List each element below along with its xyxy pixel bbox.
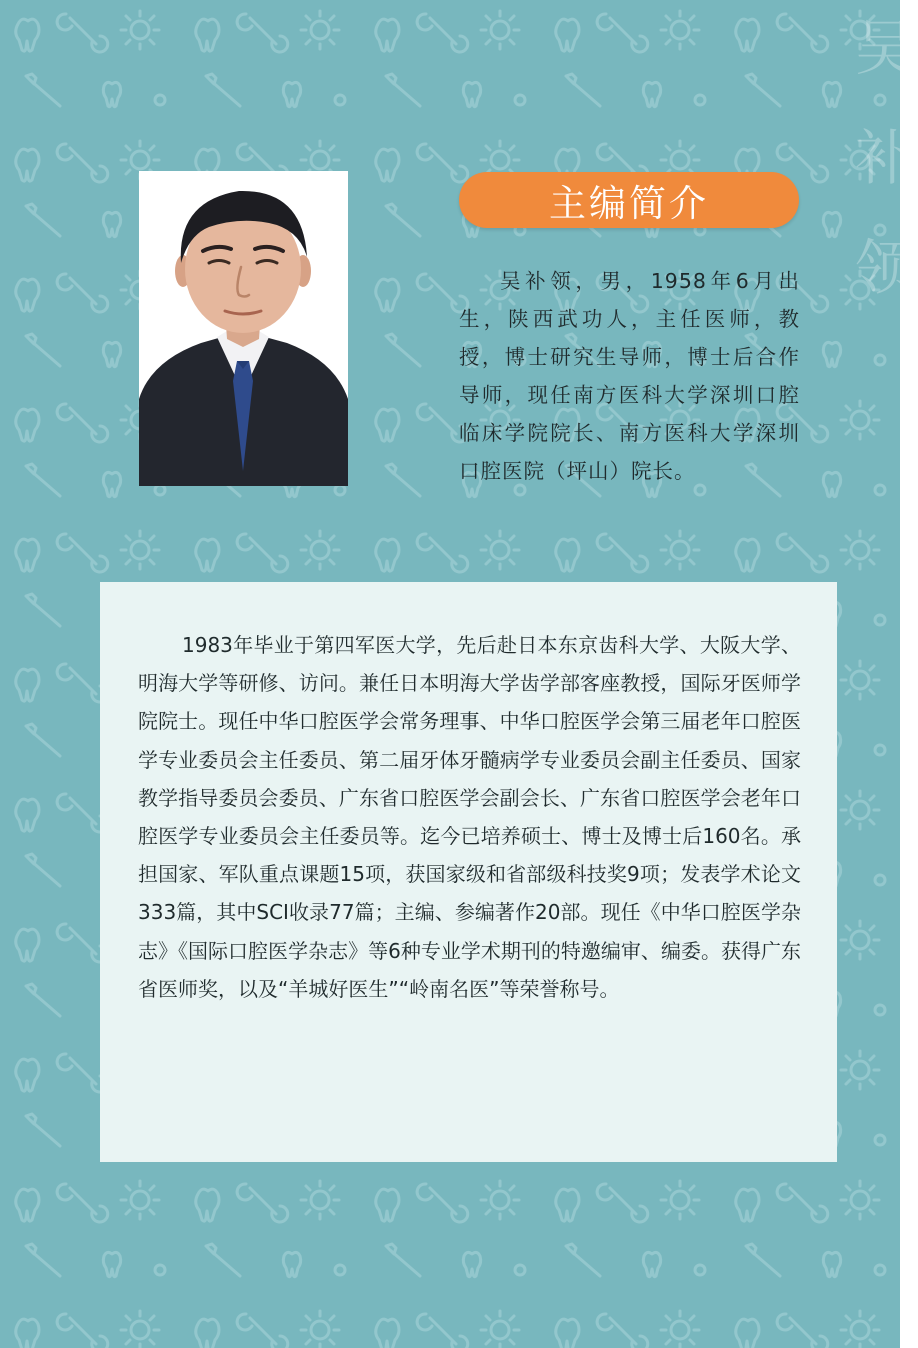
intro-paragraph: 吴补领，男，1958年6月出生，陕西武功人，主任医师，教授，博士研究生导师，博士后合作导师，现任南方医科大学深圳口腔临床学院院长、南方医科大学深圳口腔医院（坪山）院长。 <box>459 269 800 483</box>
section-title: 主编简介 <box>549 182 709 225</box>
side-title-char: 吴 <box>855 14 915 84</box>
section-title-pill <box>459 172 799 228</box>
side-title-char: 补 <box>855 124 915 194</box>
side-title-watermark <box>852 0 918 334</box>
bio-paragraph: 1983年毕业于第四军医大学，先后赴日本东京齿科大学、大阪大学、明海大学等研修、访问。兼任日本明海大学齿学部客座教授，国际牙医师学院院士。现任中华口腔医学会常务理事、中华口腔医学会第三届老年口腔医学专业委员会主任委员、第二届牙体牙髓病学专业委员会副主任委员、国家教学指导委员会委员、广东省口腔医学会副会长、广东省口腔医学会老年口腔医学专业委员会主任委员等。迄今已培养硕士、博士及博士后160名。承担国家、军队重点课题15项，获国家级和省部级科技奖9项；发表学术论文333篇，其中SCI收录77篇；主编、参编著作20部。现任《中华口腔医学杂志》《国际口腔医学杂志》等6种专业学术期刊的特邀编审、编委。获得广东省医师奖，以及“羊城好医生”“岭南名医”等荣誉称号。 <box>138 633 801 1001</box>
side-title-char: 领 <box>855 234 915 304</box>
portrait-photo <box>139 171 348 486</box>
bio-panel <box>100 582 837 1162</box>
